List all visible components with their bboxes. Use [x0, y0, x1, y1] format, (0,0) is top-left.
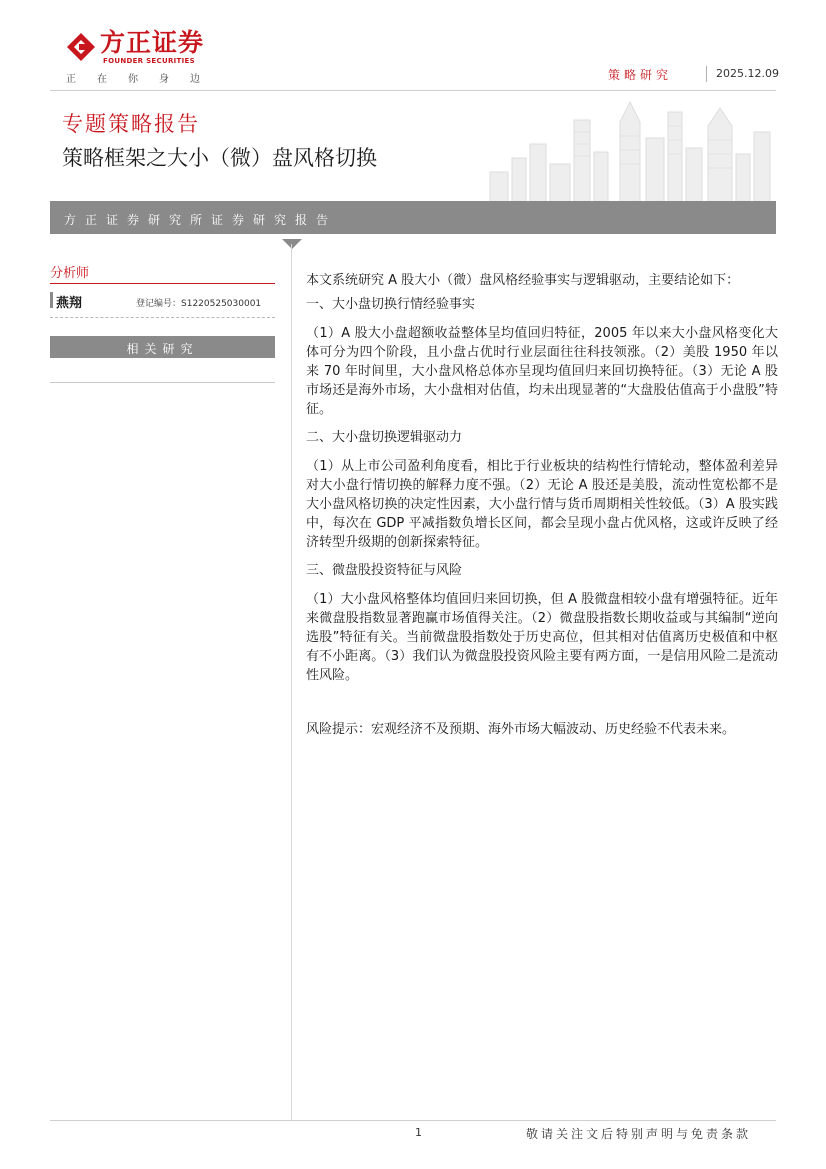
analyst-registration: 登记编号：S1220525030001	[136, 299, 262, 309]
header-category: 策略研究	[608, 68, 673, 82]
slogan-char: 边	[190, 74, 200, 85]
section-heading: 三、微盘股投资特征与风险	[306, 563, 463, 578]
summary-body	[306, 271, 778, 739]
section-heading: 二、大小盘切换逻辑驱动力	[306, 430, 463, 445]
related-research-label: 相关研究	[126, 342, 199, 356]
analyst-marker	[50, 292, 53, 308]
slogan	[66, 70, 221, 85]
report-date: 2025.12.09	[716, 67, 779, 80]
logo-mark-icon	[66, 32, 96, 62]
analyst-divider	[50, 317, 275, 318]
disclaimer-link: 敬请关注文后特别声明与免责条款	[526, 1127, 752, 1141]
report-type: 专题策略报告	[62, 112, 200, 136]
section-heading: 一、大小盘切换行情经验事实	[306, 297, 476, 312]
logo-text-en: FOUNDER SECURITIES	[103, 57, 195, 65]
slogan-char: 正	[66, 74, 76, 85]
band-notch-icon	[282, 234, 302, 244]
analyst-label: 分析师	[50, 266, 90, 281]
risk-warning: 风险提示：宏观经济不及预期、海外市场大幅波动、历史经验不代表未来。	[306, 722, 736, 737]
slogan-char: 你	[128, 74, 138, 85]
logo-text-cn: 方正证券	[100, 28, 205, 57]
page-number: 1	[415, 1126, 422, 1139]
summary-intro: 本文系统研究 A 股大小（微）盘风格经验事实与逻辑驱动，主要结论如下：	[306, 273, 740, 288]
header-divider	[706, 66, 707, 82]
section-text: （1）从上市公司盈利角度看，相比于行业板块的结构性行情轮动，整体盈利差异对大小盘行情切换的解释力度不强。（2）无论 A 股还是美股，流动性宽松都不是大小盘风格切换的决定性因素，大小盘行情与货币周期相关性较低。（3）A 股实践中，每次在 GDP 平减指数负增长区间，都会呈现小盘占优风格，这或许反映了经济转型升级期的创新探索特征。	[306, 459, 778, 550]
footer-rule	[50, 1120, 776, 1121]
analyst-rule	[50, 283, 275, 284]
section-text: （1）A 股大小盘超额收益整体呈均值回归特征，2005 年以来大小盘风格变化大体可分为四个阶段，且小盘占优时行业层面往往科技领涨。（2）美股 1950 年以来 70 年时间里，大小盘风格总体亦呈现均值回归来回切换特征。（3）无论 A 股市场还是海外市场，大小盘相对估值，均未出现显著的“大盘股估值高于小盘股”特征。	[306, 326, 778, 417]
report-title: 策略框架之大小（微）盘风格切换	[62, 146, 377, 170]
slogan-char: 身	[159, 74, 169, 85]
header-rule	[50, 90, 776, 91]
section-text: （1）大小盘风格整体均值回归来回切换，但 A 股微盘相较小盘有增强特征。近年来微盘股指数显著跑赢市场值得关注。（2）微盘股指数长期收益或与其编制“逆向选股”特征有关。当前微盘股指数处于历史高位，但其相对估值离历史极值和中枢有不小距离。（3）我们认为微盘股投资风险主要有两方面，一是信用风险二是流动性风险。	[306, 592, 778, 683]
skyline-illustration	[480, 92, 776, 204]
column-divider	[291, 244, 292, 1120]
analyst-name: 燕翔	[56, 296, 83, 311]
slogan-char: 在	[97, 74, 107, 85]
report-band-text: 方正证券研究所证券研究报告	[64, 213, 338, 227]
related-research-rule	[50, 382, 275, 383]
